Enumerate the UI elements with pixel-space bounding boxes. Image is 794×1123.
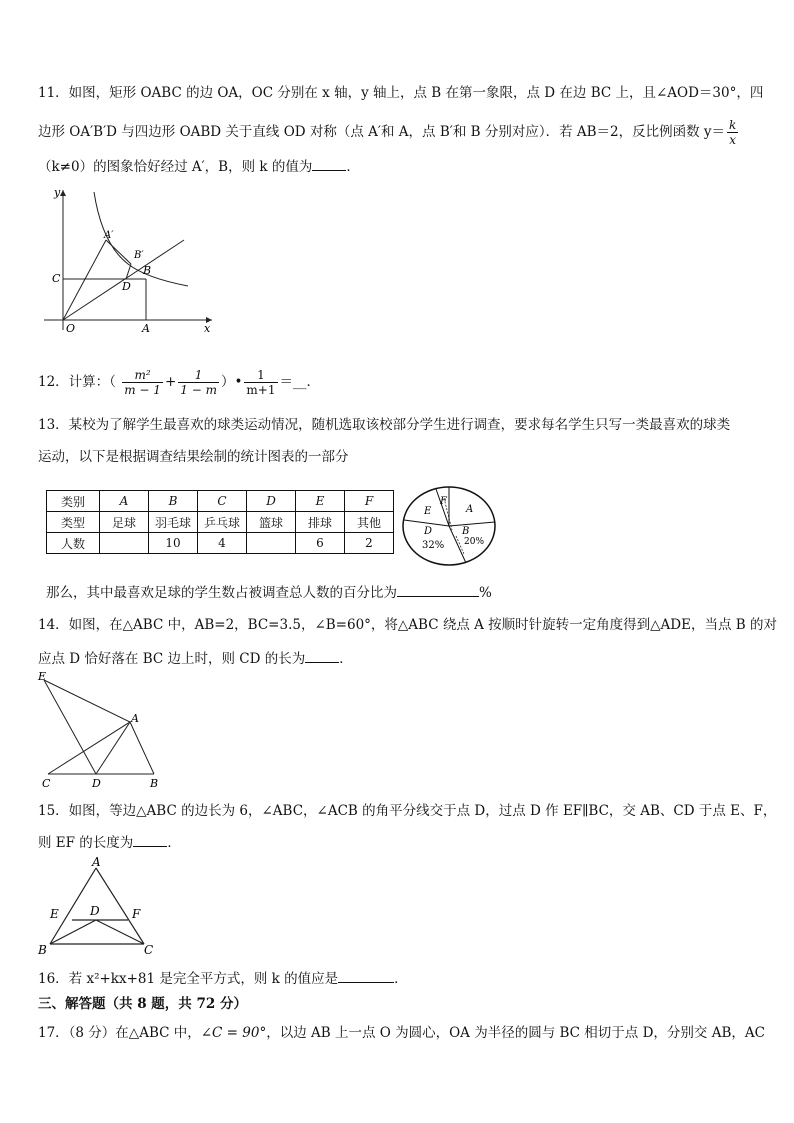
q16-end: ．: [394, 971, 408, 987]
q13-pie-chart: [400, 484, 500, 568]
q14-line2-end: ．: [339, 651, 353, 667]
q14-line-ad: [96, 722, 130, 774]
table-cell: A: [100, 491, 149, 512]
q14-label-b: B: [150, 777, 159, 790]
pie-label-d: D: [424, 526, 433, 537]
q14-label-d: D: [92, 777, 101, 790]
q11-label-a1: A′: [104, 230, 114, 241]
table-cell: C: [198, 491, 247, 512]
q16-answer-blank: [338, 968, 394, 983]
q14-line2-text: 应点 D 恰好落在 BC 边上时，则 CD 的长为: [38, 651, 306, 667]
q12-f1-den: m − 1: [124, 383, 161, 397]
table-cell: 10: [149, 533, 198, 554]
q15-answer-blank: [133, 832, 167, 847]
table-cell: 类型: [47, 512, 100, 533]
q11-line1: 11．如图，矩形 OABC 的边 OA，OC 分别在 x 轴，y 轴上，点 B 在第一象限，点 D 在边 BC 上，且∠AOD＝30°，四: [38, 85, 764, 101]
table-cell: 羽毛球: [149, 512, 198, 533]
q14-label-a: A: [131, 712, 139, 725]
pie-sector-line: [436, 489, 449, 526]
q11-answer-blank: [312, 156, 346, 171]
table-row: [47, 512, 394, 533]
table-cell: 其他: [345, 512, 394, 533]
table-cell: 乒乓球: [198, 512, 247, 533]
q14-answer-blank: [305, 648, 339, 663]
q11-line2: [38, 118, 740, 147]
q15-figure: [36, 856, 161, 960]
table-cell: B: [149, 491, 198, 512]
pie-label-d-pct: 32%: [422, 540, 445, 551]
q12-line: [38, 368, 320, 397]
q11-line-a1b1: [106, 240, 131, 264]
q11-label-c: C: [52, 272, 61, 285]
table-row: [47, 533, 394, 554]
q11-line3-text: （k≠0）的图象恰好经过 A′，B，则 k 的值为: [38, 159, 313, 175]
q11-label-b1: B′: [134, 250, 144, 261]
pie-label-b-pct: 20%: [464, 537, 485, 547]
q11-fraction: [727, 118, 738, 147]
q12-f1-num: m²: [134, 368, 151, 382]
q14-label-c: C: [42, 777, 51, 790]
q15-label-f: F: [132, 907, 141, 921]
q13-answer-blank: [397, 582, 479, 597]
q13-stat-table: [46, 490, 394, 554]
q12-f2-den: 1 − m: [180, 383, 217, 397]
q11-label-a: A: [142, 322, 150, 334]
q15-label-c: C: [144, 943, 154, 957]
q17-line: [38, 1024, 765, 1042]
q11-label-x: x: [204, 322, 211, 334]
table-cell: 足球: [100, 512, 149, 533]
table-cell: F: [345, 491, 394, 512]
q11-frac-num: k: [729, 118, 737, 132]
q15-label-b: B: [38, 943, 47, 957]
q12-f2-num: 1: [194, 368, 203, 382]
q11-label-d: D: [122, 280, 131, 293]
table-cell: 6: [296, 533, 345, 554]
q12-suffix: ＝__．: [279, 374, 320, 390]
q12-fraction-3: [244, 368, 277, 397]
q13-line2: 运动，以下是根据调查结果绘制的统计图表的一部分: [38, 449, 349, 465]
q17-angle: ∠C = 90°: [200, 1025, 267, 1041]
q11-figure: [36, 184, 221, 334]
q14-line1: 14．如图，在△ABC 中，AB=2，BC=3.5，∠B=60°，将△ABC 绕点 A 按顺时针旋转一定角度得到△ADE，当点 B 的对: [38, 617, 777, 633]
q12-f3-num: 1: [257, 368, 265, 382]
q15-line1: 15．如图，等边△ABC 的边长为 6，∠ABC，∠ACB 的角平分线交于点 D，过点 D 作 EF∥BC，交 AB、CD 于点 E、F，: [38, 803, 777, 819]
q14-line-ea: [44, 680, 130, 722]
q14-line-ab: [130, 722, 154, 774]
q17-prefix: 17．（8 分）在△ABC 中，: [38, 1025, 201, 1041]
table-cell: 4: [198, 533, 247, 554]
table-cell: 2: [345, 533, 394, 554]
q12-fraction-2: [178, 368, 219, 397]
q12-f3-den: m+1: [246, 383, 276, 397]
table-cell: [100, 533, 149, 554]
q14-line-ca: [48, 722, 130, 774]
q11-label-y: y: [54, 186, 61, 199]
q16-line: [38, 968, 408, 988]
q17-rest: ，以边 AB 上一点 O 为圆心，OA 为半径的圆与 BC 相切于点 D，分别交 AB，AC: [266, 1025, 765, 1041]
table-cell: 篮球: [247, 512, 296, 533]
q11-frac-den: x: [727, 132, 738, 147]
pie-sector-line: [449, 522, 495, 526]
pie-label-f: F: [440, 496, 447, 507]
q15-label-e: E: [50, 907, 59, 921]
q14-line2: [38, 648, 353, 668]
q11-line3-end: ．: [346, 159, 360, 175]
q11-y-arrow: [60, 190, 66, 196]
pie-label-b: B: [462, 526, 470, 537]
q14-label-e: E: [38, 670, 47, 683]
q15-label-d: D: [90, 904, 100, 918]
q13-line3: [46, 582, 492, 602]
q14-figure: [36, 668, 166, 792]
q12-mid: ）•: [220, 374, 243, 390]
section-heading: 三、解答题（共 8 题，共 72 分）: [38, 996, 247, 1012]
table-cell: 排球: [296, 512, 345, 533]
q11-line-oa1: [63, 240, 106, 320]
table-cell: E: [296, 491, 345, 512]
q12-plus: +: [164, 374, 177, 390]
q12-prefix: 12．计算：（: [38, 374, 116, 390]
table-cell: [247, 533, 296, 554]
q11-line2-text: 边形 OA′B′D 与四边形 OABD 关于直线 OD 对称（点 A′和 A，点 B′和 B 分别对应）．若 AB＝2，反比例函数 y＝: [38, 124, 726, 140]
table-row: [47, 491, 394, 512]
q15-label-a: A: [92, 856, 101, 869]
table-cell: D: [247, 491, 296, 512]
q13-line3-text: 那么，其中最喜欢足球的学生数占被调查总人数的百分比为: [46, 585, 397, 601]
q12-fraction-1: [122, 368, 163, 397]
q13-line1: 13．某校为了解学生最喜欢的球类运动情况，随机选取该校部分学生进行调查，要求每名学生只写一类最喜欢的球类: [38, 417, 731, 433]
table-cell: 人数: [47, 533, 100, 554]
q15-line2-end: ．: [167, 835, 181, 851]
q11-label-b: B: [143, 264, 152, 277]
q11-label-o: O: [66, 322, 76, 334]
q13-line3-end: %: [479, 585, 492, 601]
q15-line2-text: 则 EF 的长度为: [38, 835, 134, 851]
table-cell: 类别: [47, 491, 100, 512]
q15-line2: [38, 832, 181, 852]
q11-line3: [38, 156, 360, 176]
pie-label-a: A: [466, 504, 474, 515]
q16-text: 16．若 x²+kx+81 是完全平方式，则 k 的值应是: [38, 971, 339, 987]
pie-label-e: E: [424, 506, 432, 517]
